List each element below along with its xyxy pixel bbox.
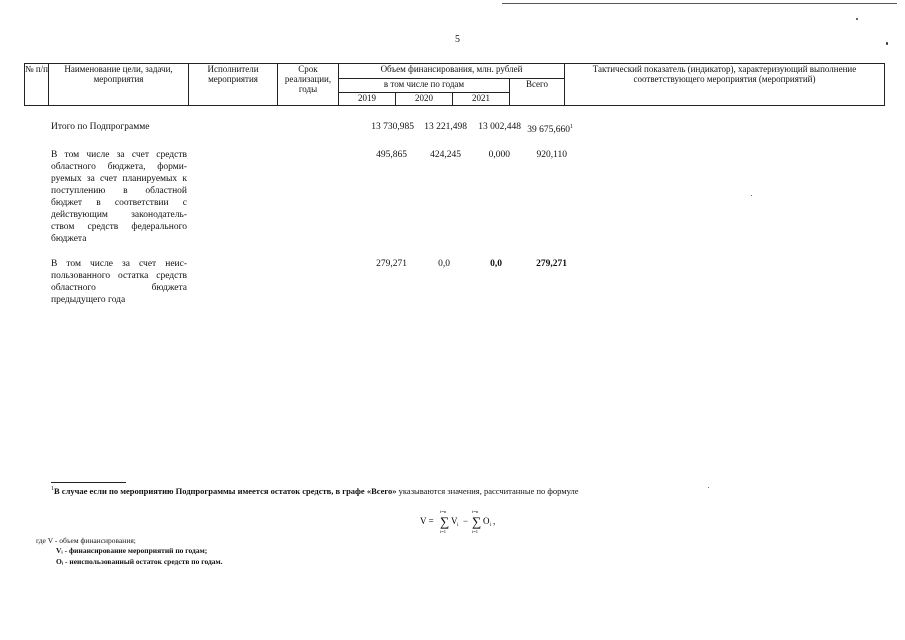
formula bbox=[420, 509, 510, 537]
svg-text:i: i bbox=[457, 523, 459, 528]
footnote-marker: 1 bbox=[51, 486, 54, 493]
header-term: Срок реализации, годы bbox=[278, 64, 339, 106]
footnote-text-bold: В случае если по мероприятию Подпрограммы имеется остаток средств, в графе «Всего» bbox=[54, 486, 397, 496]
svg-text:−: − bbox=[463, 516, 469, 526]
legend-vi: Vᵢ - финансирование мероприятий по годам; bbox=[56, 546, 208, 555]
table-header bbox=[24, 63, 885, 106]
legend-v: где V - объем финансирования; bbox=[36, 536, 136, 545]
scan-speck bbox=[751, 195, 752, 196]
top-rule bbox=[502, 3, 897, 4]
sum1-lower: i=1 bbox=[440, 529, 447, 534]
svg-text:∑: ∑ bbox=[472, 514, 482, 529]
sum2-upper: i=n bbox=[472, 509, 479, 514]
row-remainder-2020: 0,0 bbox=[438, 259, 450, 269]
row-federal-name: В том числе за счет средств областного бюджета, форми-руемых за счет планируемых к поступлению в областной бюджет в соответствии с действующим законодатель-ством средств федерального бюджета bbox=[51, 150, 187, 244]
page-number: 5 bbox=[455, 34, 460, 45]
header-year-2020: 2020 bbox=[396, 93, 453, 106]
row-federal-total: 920,110 bbox=[536, 150, 567, 160]
row-remainder-total: 279,271 bbox=[536, 259, 567, 269]
row-remainder-2021: 0,0 bbox=[490, 259, 502, 269]
row-total-all bbox=[520, 121, 573, 136]
formula-graphic bbox=[420, 509, 510, 535]
header-year-2019: 2019 bbox=[339, 93, 396, 106]
row-remainder-name: В том числе за счет неис-пользованного остатка средств областного бюджета предыдущего года bbox=[51, 259, 187, 305]
svg-text:V: V bbox=[451, 516, 458, 526]
header-executors: Исполнители мероприятия bbox=[189, 64, 278, 106]
row-total-2021: 13 002,448 bbox=[478, 122, 521, 132]
row-federal-2020: 424,245 bbox=[430, 150, 461, 160]
legend-oi: Oᵢ - неиспользованный остаток средств по годам. bbox=[56, 557, 223, 566]
svg-text:,: , bbox=[493, 516, 496, 526]
row-total-all-value: 39 675,660 bbox=[527, 125, 570, 136]
header-financing: Объем финансирования, млн. рублей bbox=[339, 64, 565, 79]
header-total: Всего bbox=[510, 79, 565, 106]
header-year-2021: 2021 bbox=[453, 93, 510, 106]
footnote-text bbox=[51, 486, 579, 496]
footnote-rule bbox=[51, 482, 126, 483]
footnote-ref: 1 bbox=[570, 124, 573, 130]
row-federal-2021: 0,000 bbox=[488, 150, 510, 160]
header-name: Наименование цели, задачи, мероприятия bbox=[49, 64, 189, 106]
svg-text:∑: ∑ bbox=[440, 514, 450, 529]
header-by-years: в том числе по годам bbox=[339, 79, 510, 93]
sum2-lower: i=1 bbox=[472, 529, 479, 534]
row-federal-2019: 495,865 bbox=[376, 150, 407, 160]
row-total-2020: 13 221,498 bbox=[424, 122, 467, 132]
row-total-2019: 13 730,985 bbox=[371, 122, 414, 132]
row-remainder-2019: 279,271 bbox=[376, 259, 407, 269]
scan-speck bbox=[856, 18, 858, 20]
svg-text:i: i bbox=[490, 523, 492, 528]
svg-text:V =: V = bbox=[420, 516, 434, 526]
header-indicator: Тактический показатель (индикатор), характеризующий выполнение соответствующего мероприятия (мероприятий) bbox=[565, 64, 885, 106]
row-total-name: Итого по Подпрограмме bbox=[51, 122, 150, 132]
svg-text:O: O bbox=[483, 516, 490, 526]
scan-speck bbox=[708, 487, 709, 488]
header-num: № п/п bbox=[25, 64, 49, 106]
scan-speck bbox=[886, 42, 888, 45]
sum1-upper: i=n bbox=[440, 509, 447, 514]
footnote-text-rest: указываются значения, рассчитанные по формуле bbox=[396, 486, 579, 496]
